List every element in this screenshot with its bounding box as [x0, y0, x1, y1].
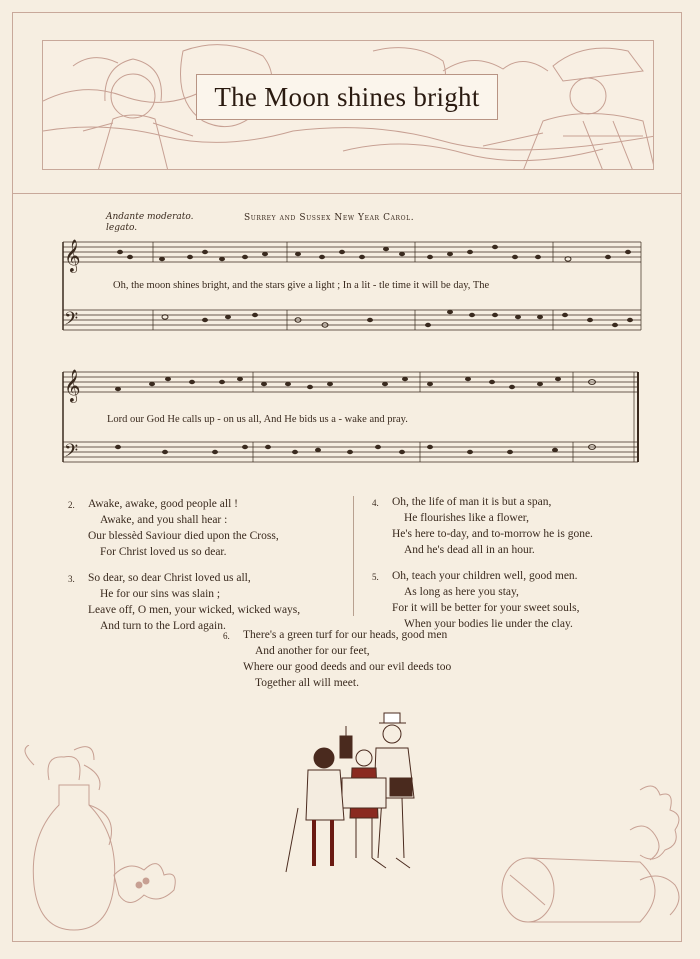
verse-line: And turn to the Lord again.	[100, 620, 226, 632]
expression-text: legato.	[106, 223, 138, 233]
verse-line: He's here to-day, and to-morrow he is gone.	[392, 528, 593, 540]
verse-line: And he's dead all in an hour.	[404, 544, 535, 556]
verses-left	[68, 496, 350, 644]
lyric-line-2: Lord our God He calls up - on us all, And He bids us a - wake and pray.	[107, 414, 408, 425]
music-system-1	[0, 232, 700, 362]
bass-notes-2	[115, 445, 596, 455]
column-divider	[353, 496, 354, 616]
verse-line: Awake, awake, good people all !	[88, 498, 238, 510]
verse-line: Oh, teach your children well, good men.	[392, 570, 578, 582]
verse-line: For Christ loved us so dear.	[100, 546, 227, 558]
verse-number: 2.	[68, 500, 75, 510]
page-title: The Moon shines bright	[214, 81, 480, 112]
tempo-text: Andante moderato.	[106, 212, 194, 222]
treble-clef-icon: 𝄞	[64, 239, 81, 272]
verses-center	[223, 627, 543, 701]
verse-6	[223, 627, 543, 691]
verse-4	[372, 494, 662, 558]
title-box	[196, 74, 498, 120]
lyric-line-1: Oh, the moon shines bright, and the stars give a light ; In a lit - tle time it will be day, The	[113, 280, 490, 291]
verse-line: Leave off, O men, your wicked, wicked ways,	[88, 604, 301, 616]
verse-line: Awake, and you shall hear :	[100, 514, 228, 526]
jug-holly-illustration	[14, 745, 184, 935]
verse-line: As long as here you stay,	[404, 586, 519, 598]
yule-log-holly-illustration	[490, 780, 690, 940]
verse-line: Where our good deeds and our evil deeds too	[243, 661, 452, 673]
bass-notes	[162, 310, 633, 327]
treble-notes-2	[115, 377, 596, 391]
treble-clef-icon-2: 𝄞	[64, 369, 81, 402]
verse-line: There's a green turf for our heads, good men	[243, 629, 448, 641]
verse-5	[372, 568, 662, 632]
bass-clef-icon-2: 𝄢	[64, 441, 79, 466]
carol-subtitle: Surrey and Sussex New Year Carol.	[244, 213, 415, 223]
verse-line: So dear, so dear Christ loved us all,	[88, 572, 251, 584]
verse-line: Together all will meet.	[255, 677, 359, 689]
verse-3	[68, 570, 350, 634]
verse-number: 5.	[372, 572, 379, 582]
verse-line: When your bodies lie under the clay.	[404, 618, 573, 630]
verse-number: 6.	[223, 631, 230, 641]
verse-line: For it will be better for your sweet souls,	[392, 602, 580, 614]
header-divider	[12, 193, 682, 194]
bass-clef-icon: 𝄢	[64, 309, 79, 334]
verse-number: 3.	[68, 574, 75, 584]
verse-line: Our blessèd Saviour died upon the Cross,	[88, 530, 279, 542]
verse-2	[68, 496, 350, 560]
verse-line: He for our sins was slain ;	[100, 588, 221, 600]
tempo-marking	[106, 212, 193, 234]
verse-line: Oh, the life of man it is but a span,	[392, 496, 552, 508]
verse-line: And another for our feet,	[255, 645, 370, 657]
verses-right	[372, 494, 662, 642]
verse-line: He flourishes like a flower,	[404, 512, 530, 524]
verse-number: 4.	[372, 498, 379, 508]
carol-singers-illustration	[284, 708, 434, 878]
